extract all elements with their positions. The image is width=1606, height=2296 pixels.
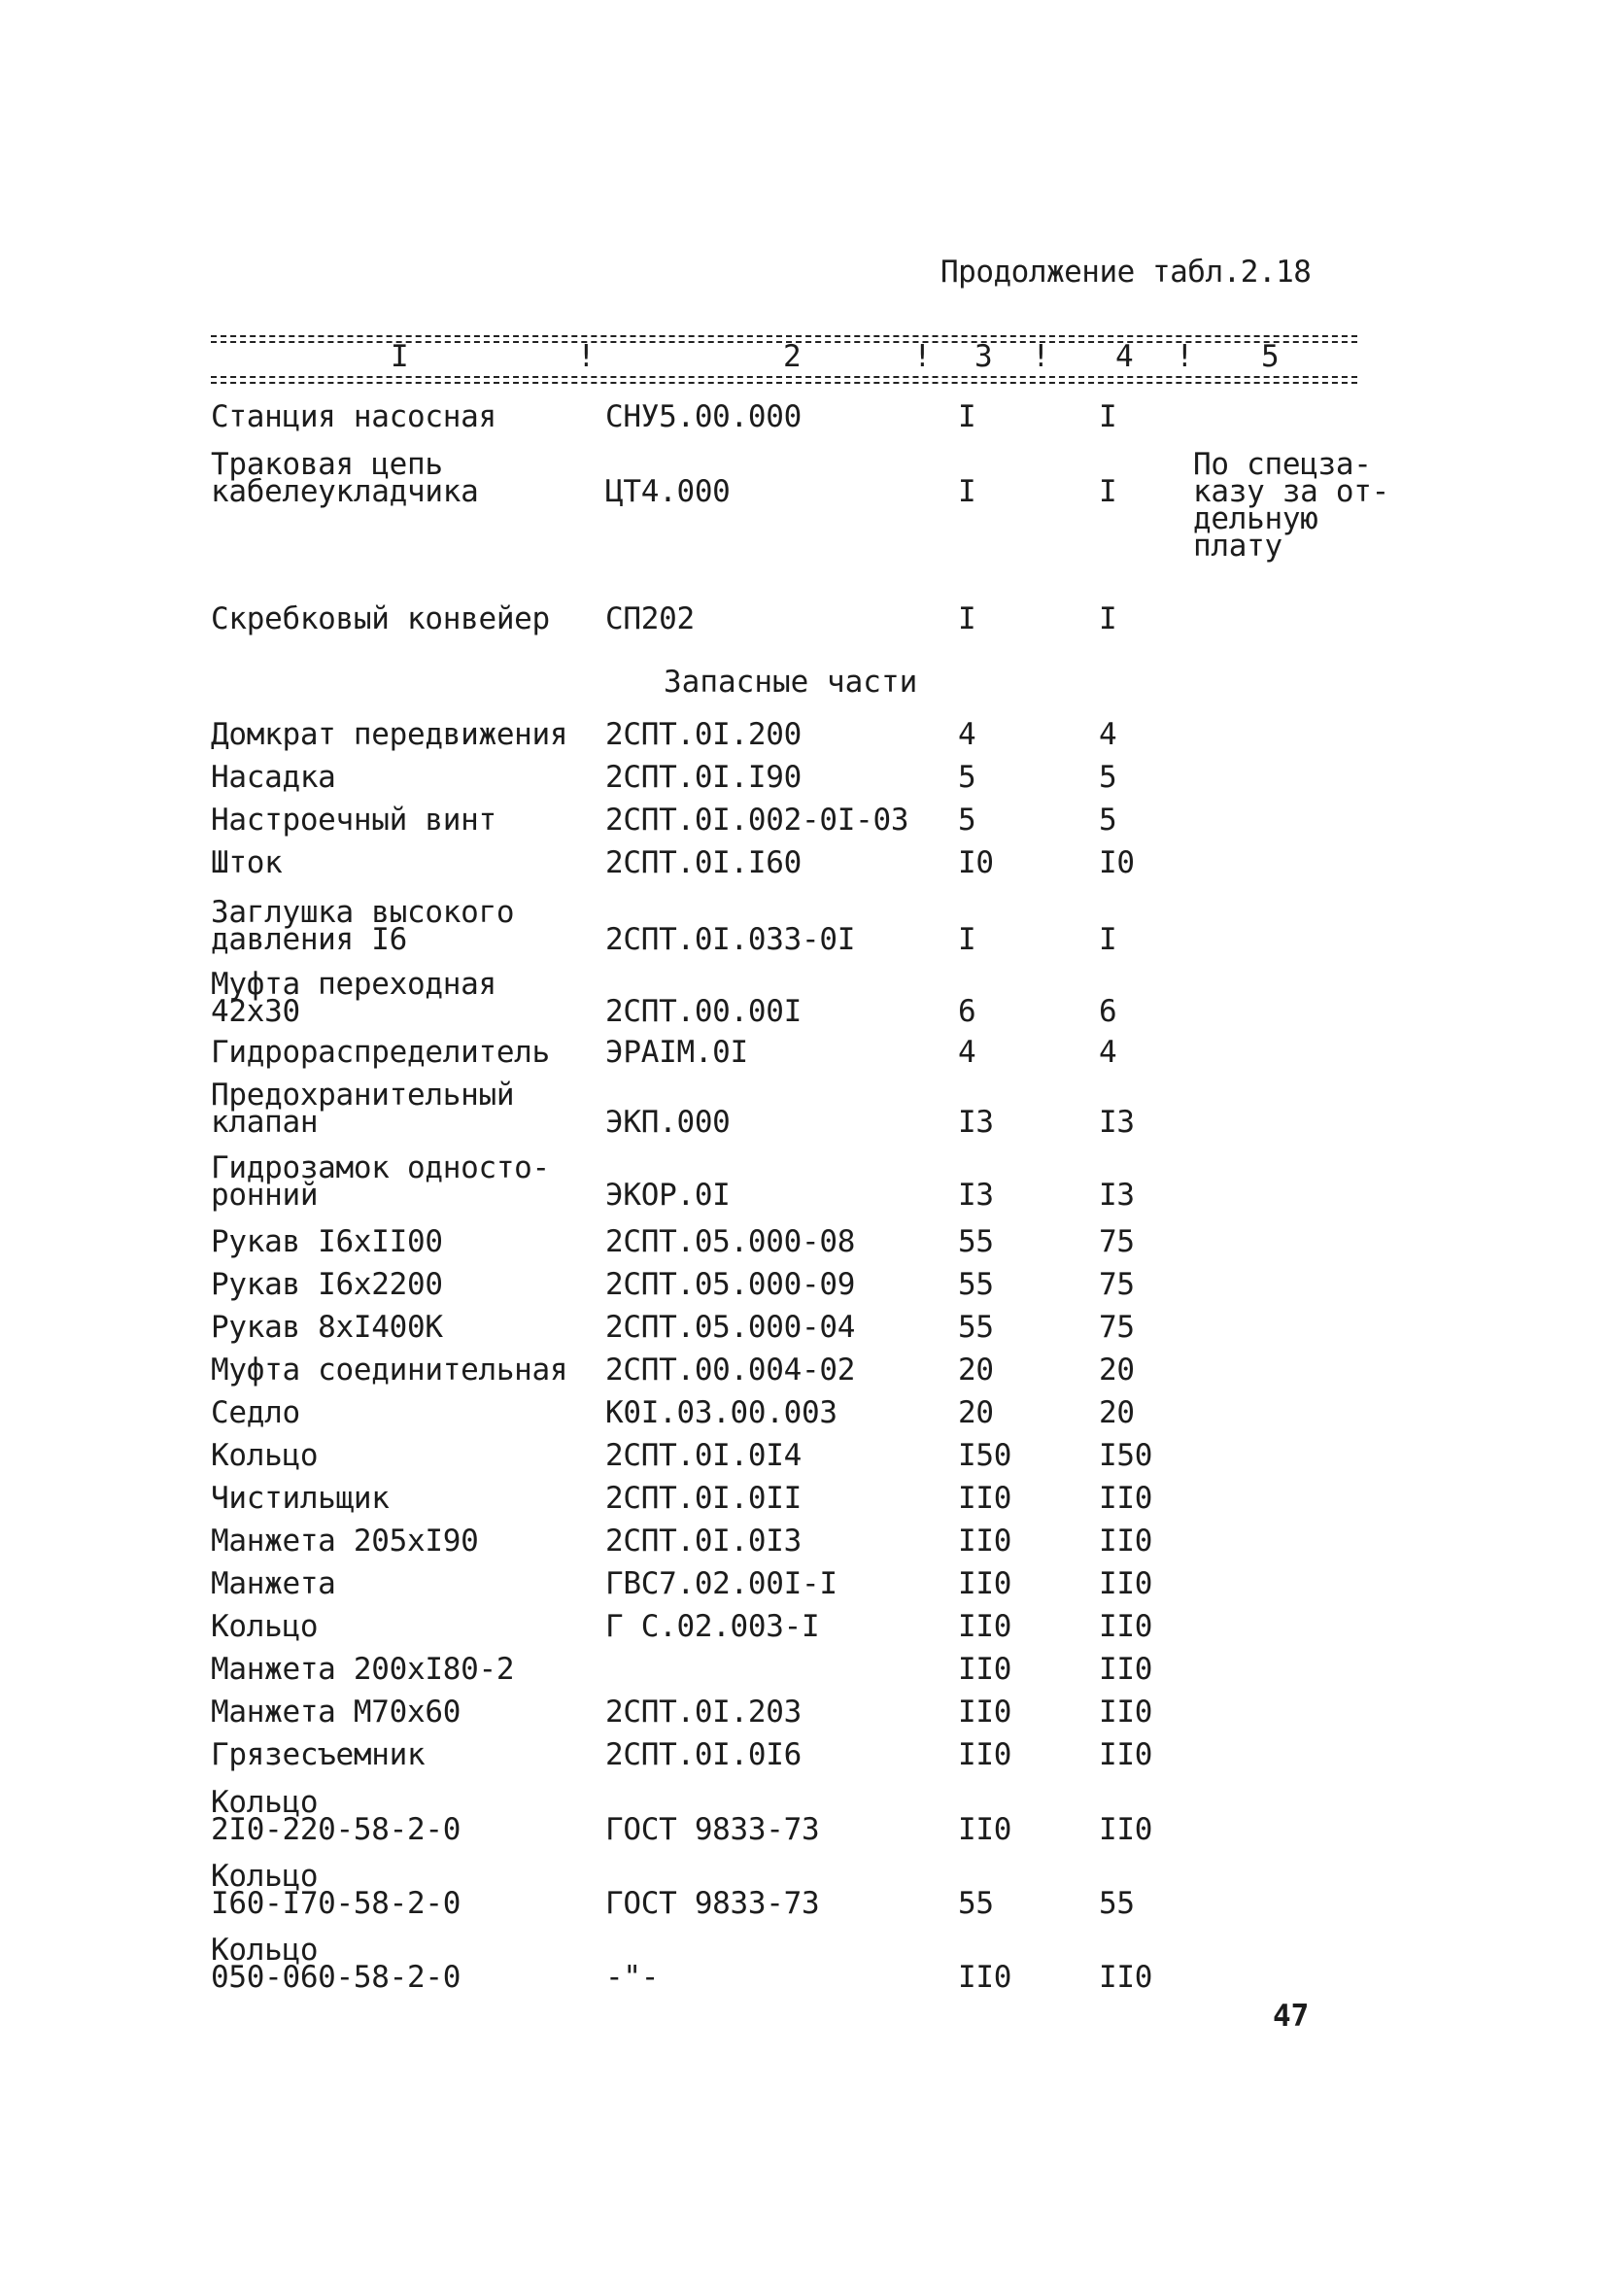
item-code: 2СПТ.0I.200 — [605, 717, 802, 752]
quantity-col4: II0 — [1099, 1609, 1153, 1644]
quantity-col4: II0 — [1099, 1960, 1153, 1995]
quantity-col4: I — [1099, 922, 1117, 957]
quantity-col3: I50 — [958, 1438, 1012, 1473]
quantity-col4: 75 — [1099, 1310, 1135, 1345]
quantity-col4: II0 — [1099, 1652, 1153, 1687]
item-code: 2СПТ.00.004-02 — [605, 1353, 856, 1388]
item-name: Кольцо — [211, 1438, 319, 1473]
header-separator: ! — [577, 339, 596, 374]
item-code: 2СПТ.0I.0I4 — [605, 1438, 802, 1473]
quantity-col3: 5 — [958, 760, 976, 795]
quantity-col4: I3 — [1099, 1105, 1135, 1140]
item-name: Кольцо 050-060-58-2-0 — [211, 1933, 461, 1995]
item-name: Скребковый конвейер — [211, 601, 550, 636]
item-code: 2СПТ.0I.I60 — [605, 845, 802, 880]
item-name: Чистильщик — [211, 1481, 390, 1516]
quantity-col4: 75 — [1099, 1267, 1135, 1302]
page-number: 47 — [1273, 1999, 1310, 2034]
quantity-col3: 20 — [958, 1395, 994, 1430]
header-rule-top — [211, 335, 1357, 337]
quantity-col3: II0 — [958, 1960, 1012, 1995]
quantity-col3: I — [958, 601, 976, 636]
item-code: 2СПТ.0I.002-0I-03 — [605, 803, 909, 838]
quantity-col3: II0 — [958, 1652, 1012, 1687]
header-col-1: I — [391, 339, 409, 374]
quantity-col4: I0 — [1099, 845, 1135, 880]
header-rule-bottom-2 — [211, 382, 1357, 384]
quantity-col4: 4 — [1099, 1035, 1117, 1070]
item-code: ГВС7.02.00I-I — [605, 1566, 837, 1601]
item-name: Муфта соединительная — [211, 1353, 568, 1388]
item-code: 2СПТ.0I.203 — [605, 1695, 802, 1730]
quantity-col3: II0 — [958, 1812, 1012, 1847]
quantity-col3: 55 — [958, 1267, 994, 1302]
quantity-col3: 5 — [958, 803, 976, 838]
item-name: Насадка — [211, 760, 336, 795]
item-name: Гидрораспределитель — [211, 1035, 550, 1070]
quantity-col4: II0 — [1099, 1524, 1153, 1559]
item-code: 2СПТ.05.000-08 — [605, 1224, 856, 1259]
quantity-col3: I — [958, 474, 976, 509]
item-name: Предохранительный клапан — [211, 1078, 515, 1140]
header-col-3: 3 — [974, 339, 993, 374]
header-rule-bottom — [211, 376, 1357, 378]
quantity-col4: 75 — [1099, 1224, 1135, 1259]
quantity-col4: I50 — [1099, 1438, 1153, 1473]
quantity-col4: 5 — [1099, 760, 1117, 795]
quantity-col4: I — [1099, 474, 1117, 509]
item-name: Манжета — [211, 1566, 336, 1601]
item-code: К0I.03.00.003 — [605, 1395, 837, 1430]
header-separator: ! — [1032, 339, 1050, 374]
quantity-col4: II0 — [1099, 1566, 1153, 1601]
quantity-col3: II0 — [958, 1609, 1012, 1644]
item-code: СП202 — [605, 601, 695, 636]
quantity-col4: 55 — [1099, 1886, 1135, 1921]
quantity-col3: 55 — [958, 1224, 994, 1259]
item-name: Манжета 205хI90 — [211, 1524, 479, 1559]
quantity-col4: I — [1099, 601, 1117, 636]
item-code: ЭКОР.0I — [605, 1178, 731, 1213]
item-name: Кольцо I60-I70-58-2-0 — [211, 1859, 461, 1921]
item-code: 2СПТ.00.00I — [605, 994, 802, 1029]
quantity-col3: 4 — [958, 1035, 976, 1070]
header-col-2: 2 — [783, 339, 802, 374]
item-name: Седло — [211, 1395, 300, 1430]
quantity-col3: I — [958, 922, 976, 957]
item-code: 2СПТ.05.000-04 — [605, 1310, 856, 1345]
item-name: Домкрат передвижения — [211, 717, 568, 752]
item-name: Рукав I6х2200 — [211, 1267, 443, 1302]
item-name: Манжета 200хI80-2 — [211, 1652, 515, 1687]
item-name: Траковая цепь кабелеукладчика — [211, 447, 479, 509]
quantity-col3: 6 — [958, 994, 976, 1029]
quantity-col3: II0 — [958, 1737, 1012, 1772]
quantity-col4: II0 — [1099, 1481, 1153, 1516]
item-name: Грязесъемник — [211, 1737, 426, 1772]
item-code: 2СПТ.0I.0I3 — [605, 1524, 802, 1559]
header-separator: ! — [913, 339, 932, 374]
quantity-col4: 5 — [1099, 803, 1117, 838]
header-separator: ! — [1176, 339, 1194, 374]
quantity-col3: 4 — [958, 717, 976, 752]
quantity-col3: II0 — [958, 1566, 1012, 1601]
item-code: ЭРАIМ.0I — [605, 1035, 748, 1070]
table-caption: Продолжение табл.2.18 — [940, 255, 1312, 290]
item-name: Кольцо 2I0-220-58-2-0 — [211, 1785, 461, 1847]
item-code: 2СПТ.0I.0I6 — [605, 1737, 802, 1772]
quantity-col3: II0 — [958, 1524, 1012, 1559]
item-code: ГОСТ 9833-73 — [605, 1812, 820, 1847]
item-code: СНУ5.00.000 — [605, 399, 802, 434]
quantity-col4: 20 — [1099, 1395, 1135, 1430]
item-name: Рукав 8хI400К — [211, 1310, 443, 1345]
item-name: Гидрозамок односто- ронний — [211, 1150, 550, 1213]
item-code: 2СПТ.0I.0II — [605, 1481, 802, 1516]
quantity-col4: 6 — [1099, 994, 1117, 1029]
item-code: ГОСТ 9833-73 — [605, 1886, 820, 1921]
quantity-col3: I — [958, 399, 976, 434]
item-code: 2СПТ.05.000-09 — [605, 1267, 856, 1302]
header-col-4: 4 — [1115, 339, 1134, 374]
quantity-col3: I3 — [958, 1105, 994, 1140]
item-code: -"- — [605, 1960, 660, 1995]
quantity-col3: II0 — [958, 1695, 1012, 1730]
item-code: 2СПТ.0I.033-0I — [605, 922, 856, 957]
item-name: Настроечный винт — [211, 803, 496, 838]
quantity-col4: I — [1099, 399, 1117, 434]
item-name: Рукав I6хII00 — [211, 1224, 443, 1259]
quantity-col4: I3 — [1099, 1178, 1135, 1213]
quantity-col3: 55 — [958, 1310, 994, 1345]
item-name: Заглушка высокого давления I6 — [211, 895, 515, 957]
item-code: 2СПТ.0I.I90 — [605, 760, 802, 795]
item-code: ЭКП.000 — [605, 1105, 731, 1140]
header-col-5: 5 — [1261, 339, 1280, 374]
item-name: Муфта переходная 42х30 — [211, 967, 496, 1029]
quantity-col4: 20 — [1099, 1353, 1135, 1388]
quantity-col3: I0 — [958, 845, 994, 880]
quantity-col3: I3 — [958, 1178, 994, 1213]
item-name: Станция насосная — [211, 399, 496, 434]
section-title: Запасные части — [664, 665, 918, 700]
quantity-col3: 20 — [958, 1353, 994, 1388]
quantity-col3: II0 — [958, 1481, 1012, 1516]
item-note: По спецза- казу за от- дельную плату — [1193, 447, 1389, 564]
quantity-col4: II0 — [1099, 1737, 1153, 1772]
item-name: Шток — [211, 845, 283, 880]
item-code: Г С.02.003-I — [605, 1609, 820, 1644]
quantity-col4: II0 — [1099, 1812, 1153, 1847]
quantity-col4: 4 — [1099, 717, 1117, 752]
item-name: Манжета М70х60 — [211, 1695, 461, 1730]
quantity-col3: 55 — [958, 1886, 994, 1921]
quantity-col4: II0 — [1099, 1695, 1153, 1730]
item-name: Кольцо — [211, 1609, 319, 1644]
item-code: ЦТ4.000 — [605, 474, 731, 509]
